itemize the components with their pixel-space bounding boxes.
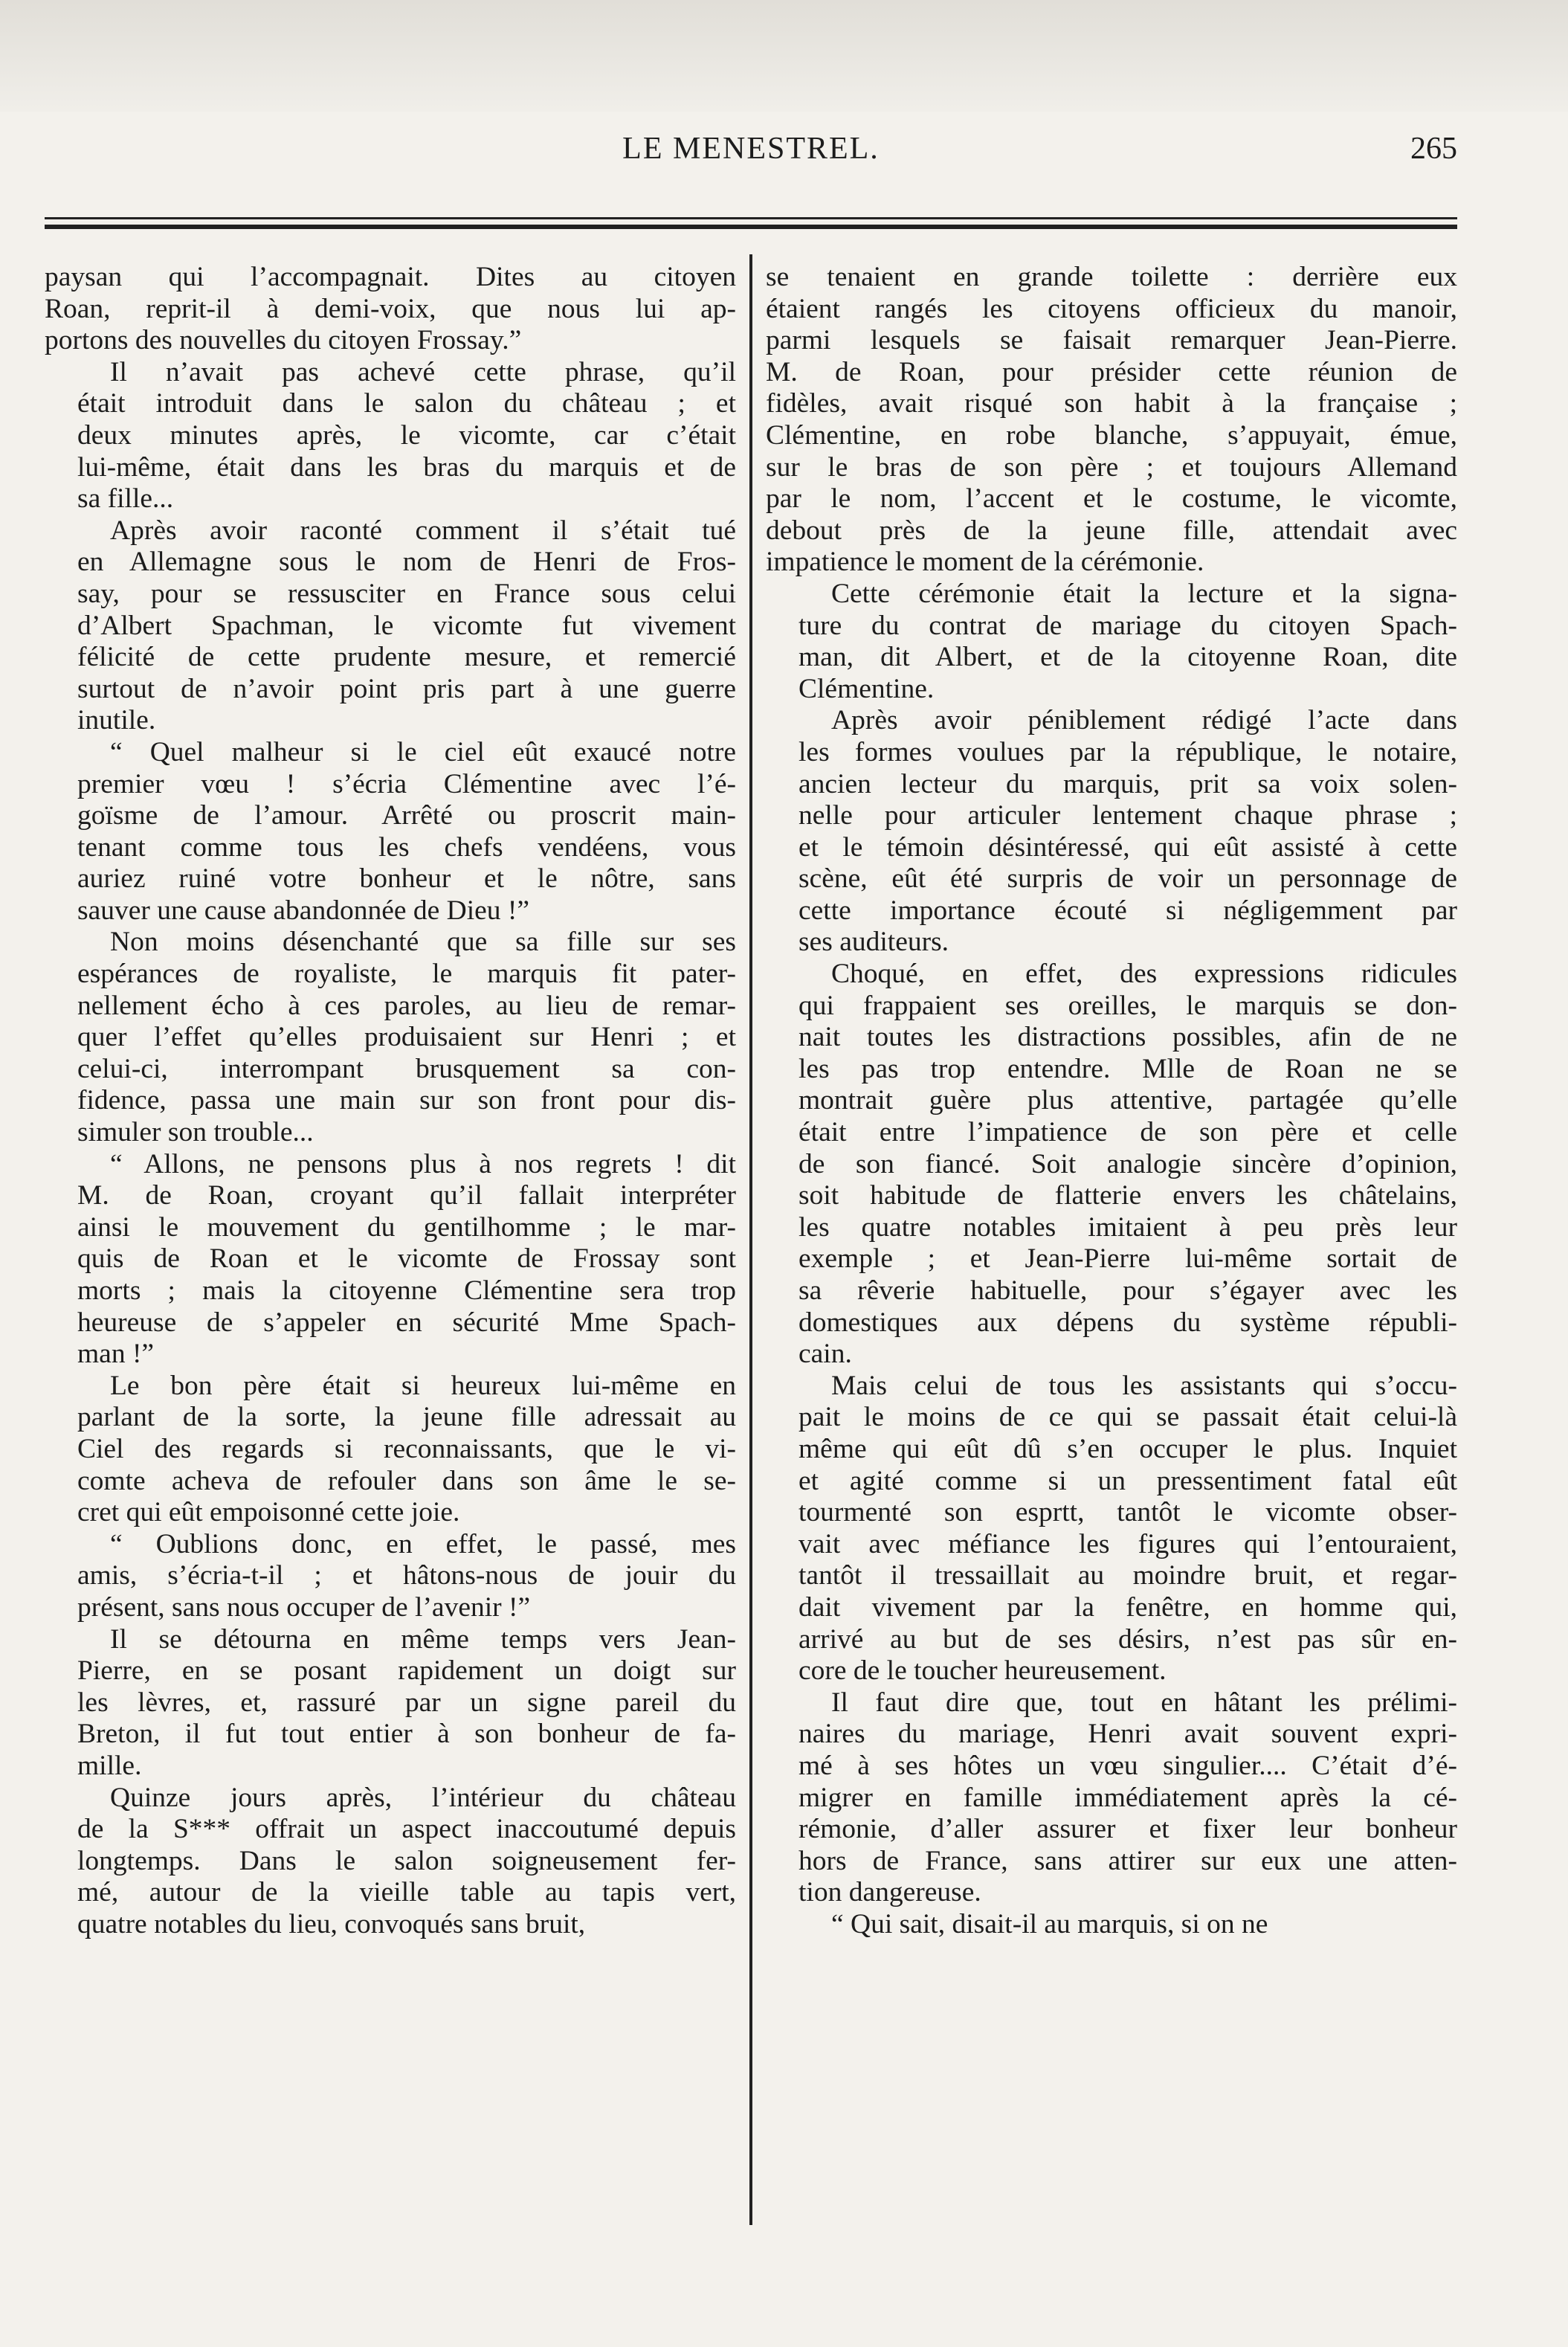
text-line: cette importance écouté si négligemment par: [798, 895, 1457, 926]
text-line: de son fiancé. Soit analogie sincère d’opinion,: [798, 1148, 1457, 1179]
text-line: sa rêverie habituelle, pour s’égayer avec les: [798, 1275, 1457, 1306]
text-line: Pierre, en se posant rapidement un doigt sur: [77, 1655, 736, 1687]
text-line: Ciel des regards si reconnaissants, que le vi-: [77, 1433, 736, 1464]
text-line: Clémentine.: [798, 673, 935, 704]
paragraph: [45, 1624, 736, 1783]
text-line: parmi lesquels se faisait remarquer Jean-Pierre.: [766, 325, 1457, 356]
text-line: portons des nouvelles du citoyen Frossay.”: [45, 325, 522, 356]
text-line: nelle pour articuler lentement chaque phrase ;: [798, 800, 1457, 831]
text-line: surtout de n’avoir point pris part à une guerre: [77, 673, 736, 704]
paragraph: [766, 579, 1457, 705]
text-line: tion dangereuse.: [798, 1877, 981, 1908]
text-line: mé, autour de la vieille table au tapis vert,: [77, 1877, 736, 1908]
text-line: “ Oublions donc, en effet, le passé, mes: [110, 1528, 736, 1559]
text-line: paysan qui l’accompagnait. Dites au citoyen: [45, 262, 736, 292]
text-line: M. de Roan, croyant qu’il fallait interpréter: [77, 1180, 736, 1211]
text-line: par le nom, l’accent et le costume, le vicomte,: [766, 483, 1457, 515]
text-line: man, dit Albert, et de la citoyenne Roan, dite: [798, 642, 1457, 673]
text-line: dait vivement par la fenêtre, en homme qui,: [798, 1591, 1457, 1623]
text-line: heureuse de s’appeler en sécurité Mme Spach-: [77, 1307, 736, 1338]
journal-title: LE MENESTREL.: [622, 132, 880, 166]
text-line: Mais celui de tous les assistants qui s’occu-: [831, 1370, 1457, 1401]
text-line: nellement écho à ces paroles, au lieu de remar-: [77, 990, 736, 1021]
text-line: exemple ; et Jean-Pierre lui-même sortait de: [798, 1243, 1457, 1275]
text-line: étaient rangés les citoyens officieux du manoir,: [766, 293, 1457, 324]
text-line: Il faut dire que, tout en hâtant les prélimi-: [831, 1687, 1457, 1718]
page-header: [45, 131, 1457, 183]
page-number: 265: [1410, 132, 1457, 166]
text-line: tenant comme tous les chefs vendéens, vous: [77, 831, 736, 863]
text-line: comte acheva de refouler dans son âme le se-: [77, 1465, 736, 1496]
text-line: d’Albert Spachman, le vicomte fut vivement: [77, 610, 736, 641]
text-line: auriez ruiné votre bonheur et le nôtre, sans: [77, 863, 736, 895]
scan-noise-band: [0, 0, 1568, 112]
text-line: celui-ci, interrompant brusquement sa con-: [77, 1053, 736, 1084]
text-line: en Allemagne sous le nom de Henri de Fros-: [77, 547, 736, 578]
text-line: domestiques aux dépens du système républi-: [798, 1307, 1457, 1338]
text-line: sur le bras de son père ; et toujours Allemand: [766, 451, 1457, 483]
text-line: amis, s’écria-t-il ; et hâtons-nous de jouir du: [77, 1560, 736, 1591]
paragraph: [766, 262, 1457, 579]
text-line: ture du contrat de mariage du citoyen Spach-: [798, 610, 1457, 641]
text-line: Après avoir raconté comment il s’était tué: [110, 515, 736, 546]
text-line: Après avoir péniblement rédigé l’acte dans: [831, 705, 1457, 736]
text-line: debout près de la jeune fille, attendait avec: [766, 515, 1457, 546]
text-line: ainsi le mouvement du gentilhomme ; le mar-: [77, 1211, 736, 1243]
text-line: man !”: [77, 1339, 155, 1370]
paragraph: [45, 357, 736, 515]
text-line: longtemps. Dans le salon soigneusement fer-: [77, 1845, 736, 1876]
text-line: impatience le moment de la cérémonie.: [766, 547, 1204, 578]
text-line: montrait guère plus attentive, partagée qu’elle: [798, 1085, 1457, 1116]
right-column: [766, 262, 1457, 1940]
text-line: qui frappaient ses oreilles, le marquis se don-: [798, 990, 1457, 1021]
paragraph: [766, 705, 1457, 959]
text-line: vait avec méfiance les figures qui l’entouraient,: [798, 1528, 1457, 1559]
text-line: sa fille...: [77, 483, 174, 515]
paragraph: [45, 1783, 736, 1941]
text-line: migrer en famille immédiatement après la cé-: [798, 1782, 1457, 1813]
text-line: Choqué, en effet, des expressions ridicules: [831, 959, 1457, 990]
text-line: cain.: [798, 1339, 852, 1370]
text-line: présent, sans nous occuper de l’avenir !”: [77, 1591, 531, 1623]
text-line: “ Allons, ne pensons plus à nos regrets ! dit: [110, 1148, 736, 1179]
text-line: cret qui eût empoisonné cette joie.: [77, 1497, 460, 1528]
text-line: Breton, il fut tout entier à son bonheur de fa-: [77, 1719, 736, 1750]
text-line: rémonie, d’aller assurer et fixer leur bonheur: [798, 1814, 1457, 1845]
text-line: Roan, reprit-il à demi-voix, que nous lui ap-: [45, 293, 736, 324]
paragraph: [45, 1371, 736, 1529]
text-line: mé à ses hôtes un vœu singulier.... C’était d’é-: [798, 1750, 1457, 1781]
text-line: core de le toucher heureusement.: [798, 1655, 1167, 1687]
text-columns: [45, 262, 1457, 2225]
text-line: félicité de cette prudente mesure, et remercié: [77, 642, 736, 673]
text-line: inutile.: [77, 705, 156, 736]
text-line: était introduit dans le salon du château ; et: [77, 388, 736, 419]
text-line: les pas trop entendre. Mlle de Roan ne se: [798, 1053, 1457, 1084]
text-line: quer l’effet qu’elles produisaient sur Henri ; et: [77, 1022, 736, 1053]
text-line: simuler son trouble...: [77, 1117, 314, 1148]
header-rule-thick: [45, 225, 1457, 229]
text-line: Non moins désenchanté que sa fille sur ses: [110, 927, 736, 958]
header-rule-thin: [45, 217, 1457, 219]
text-line: Cette cérémonie était la lecture et la signa-: [831, 578, 1457, 609]
text-line: Clémentine, en robe blanche, s’appuyait, émue,: [766, 419, 1457, 451]
text-line: soit habitude de flatterie envers les châtelains,: [798, 1180, 1457, 1211]
paragraph: [45, 262, 736, 357]
paragraph: [45, 737, 736, 927]
text-line: M. de Roan, pour présider cette réunion de: [766, 356, 1457, 387]
text-line: mille.: [77, 1750, 142, 1781]
text-line: les quatre notables imitaient à peu près leur: [798, 1211, 1457, 1243]
text-line: ses auditeurs.: [798, 927, 949, 958]
text-line: les lèvres, et, rassuré par un signe pareil du: [77, 1687, 736, 1718]
text-line: “ Quel malheur si le ciel eût exaucé notre: [110, 736, 736, 767]
text-line: et le témoin désintéressé, qui eût assisté à cette: [798, 831, 1457, 863]
text-line: espérances de royaliste, le marquis fit pater-: [77, 959, 736, 990]
text-line: de la S*** offrait un aspect inaccoutumé depuis: [77, 1814, 736, 1845]
paragraph: [766, 1371, 1457, 1687]
text-line: quatre notables du lieu, convoqués sans bruit,: [77, 1908, 586, 1939]
paragraph: [45, 515, 736, 737]
text-line: goïsme de l’amour. Arrêté ou proscrit main-: [77, 800, 736, 831]
text-line: Il n’avait pas achevé cette phrase, qu’il: [110, 356, 736, 387]
paragraph: [766, 959, 1457, 1371]
text-line: même qui eût dû s’en occuper le plus. Inquiet: [798, 1433, 1457, 1464]
column-divider: [749, 254, 752, 2225]
text-line: était entre l’impatience de son père et celle: [798, 1117, 1457, 1148]
text-line: tantôt il tressaillait au moindre bruit, et regar-: [798, 1560, 1457, 1591]
paragraph: [45, 927, 736, 1148]
text-line: parlant de la sorte, la jeune fille adressait au: [77, 1402, 736, 1433]
text-line: tourmenté son esprtt, tantôt le vicomte obser-: [798, 1497, 1457, 1528]
text-line: naires du mariage, Henri avait souvent expri-: [798, 1719, 1457, 1750]
paragraph: [766, 1909, 1457, 1941]
text-line: hors de France, sans attirer sur eux une atten-: [798, 1845, 1457, 1876]
text-line: fidence, passa une main sur son front pour dis-: [77, 1085, 736, 1116]
text-line: les formes voulues par la république, le notaire,: [798, 736, 1457, 767]
text-line: et agité comme si un pressentiment fatal eût: [798, 1465, 1457, 1496]
text-line: premier vœu ! s’écria Clémentine avec l’é-: [77, 768, 736, 799]
text-line: deux minutes après, le vicomte, car c’était: [77, 419, 736, 451]
paragraph: [45, 1529, 736, 1624]
text-line: Il se détourna en même temps vers Jean-: [110, 1623, 736, 1655]
paragraph: [45, 1149, 736, 1371]
text-line: quis de Roan et le vicomte de Frossay sont: [77, 1243, 736, 1275]
text-line: nait toutes les distractions possibles, afin de ne: [798, 1022, 1457, 1053]
left-column: [45, 262, 736, 1940]
text-line: se tenaient en grande toilette : derrière eux: [766, 262, 1457, 292]
text-line: say, pour se ressusciter en France sous celui: [77, 578, 736, 609]
text-line: Quinze jours après, l’intérieur du château: [110, 1782, 736, 1813]
text-line: pait le moins de ce qui se passait était celui-là: [798, 1402, 1457, 1433]
text-line: ancien lecteur du marquis, prit sa voix solen-: [798, 768, 1457, 799]
text-line: Le bon père était si heureux lui-même en: [110, 1370, 736, 1401]
text-line: arrivé au but de ses désirs, n’est pas sûr en-: [798, 1623, 1457, 1655]
text-line: lui-même, était dans les bras du marquis et de: [77, 451, 736, 483]
paragraph: [766, 1687, 1457, 1909]
text-line: fidèles, avait risqué son habit à la française ;: [766, 388, 1457, 419]
text-line: morts ; mais la citoyenne Clémentine sera trop: [77, 1275, 736, 1306]
text-line: “ Qui sait, disait-il au marquis, si on ne: [831, 1908, 1268, 1939]
text-line: sauver une cause abandonnée de Dieu !”: [77, 895, 530, 926]
text-line: scène, eût été surpris de voir un personnage de: [798, 863, 1457, 895]
